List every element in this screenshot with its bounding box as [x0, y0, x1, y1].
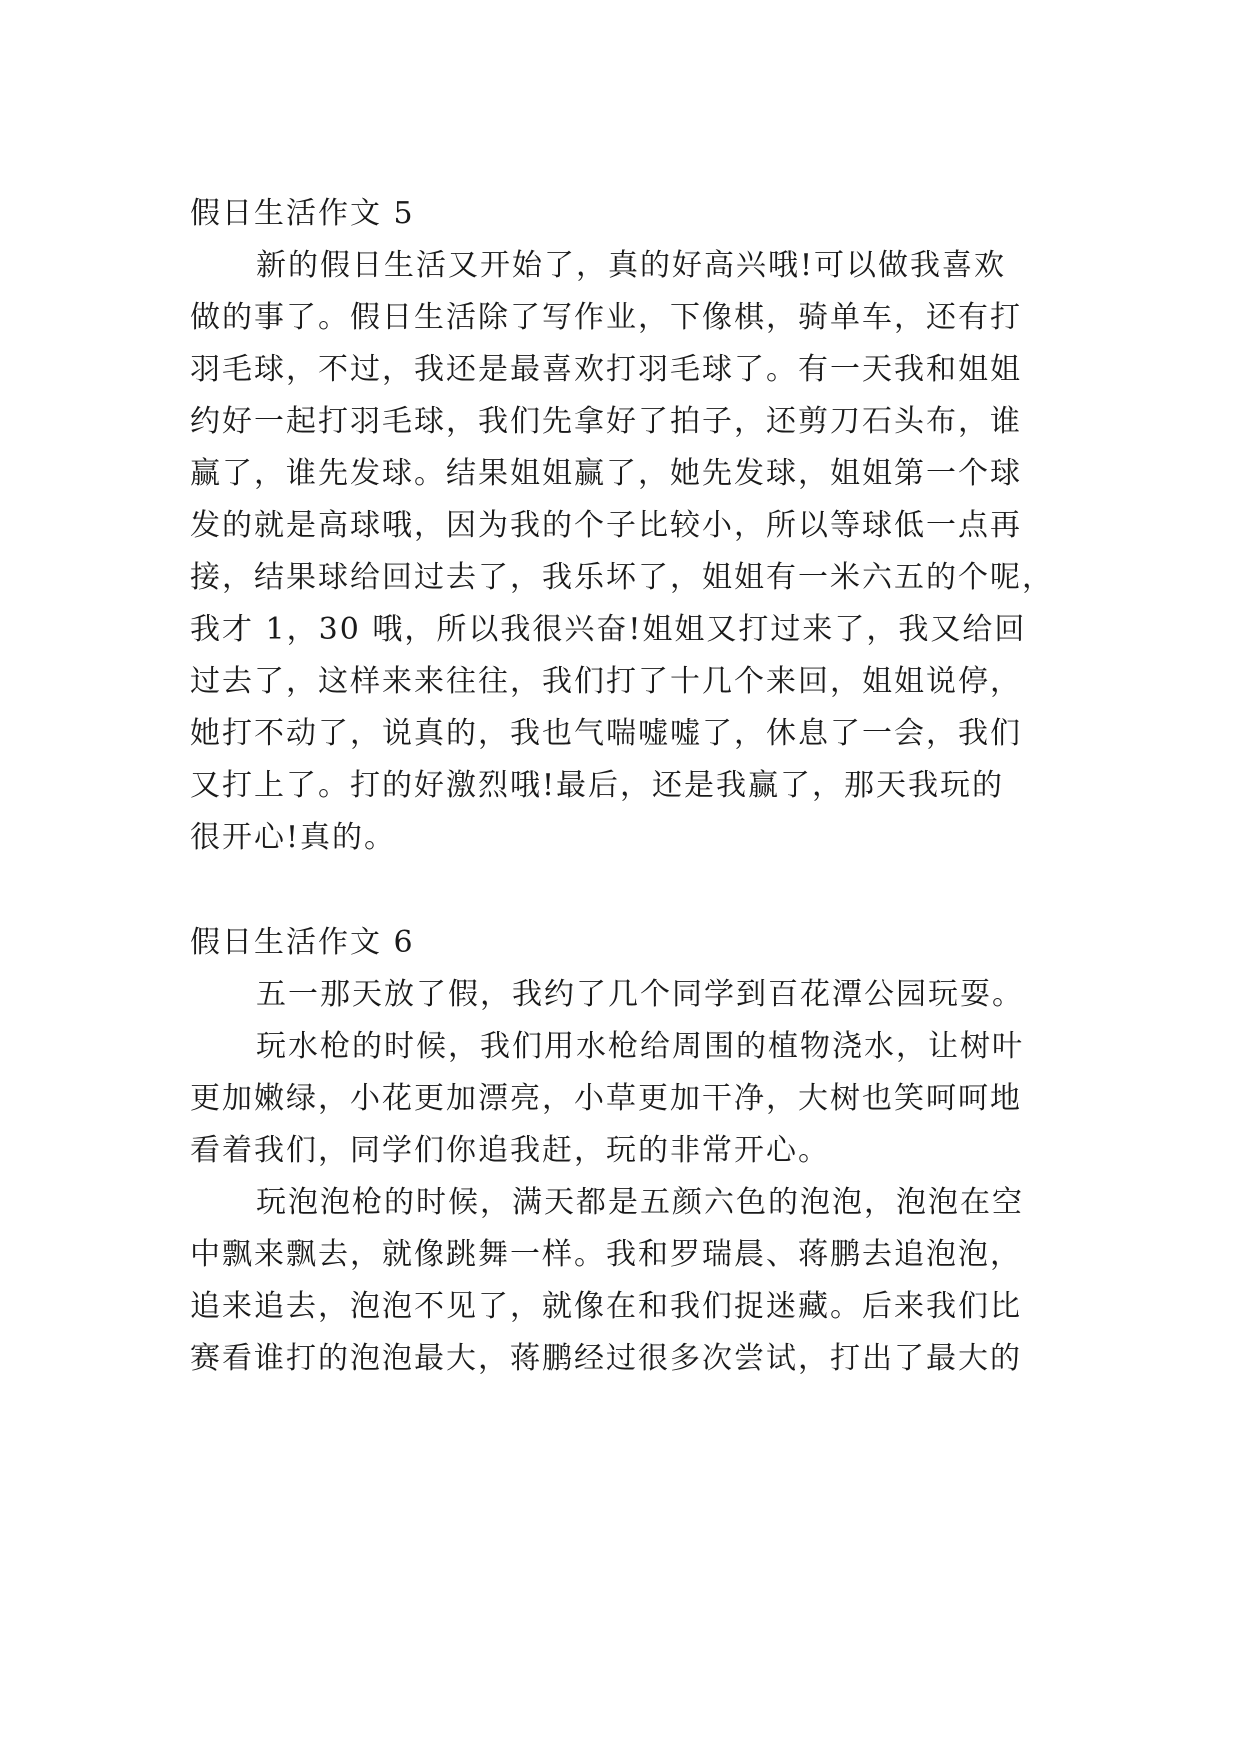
text-line: 约好一起打羽毛球，我们先拿好了拍子，还剪刀石头布，谁	[190, 404, 1022, 439]
document-page	[190, 188, 1062, 1385]
text-line: 新的假日生活又开始了，真的好高兴哦!可以做我喜欢	[256, 248, 1007, 283]
text-line: 看着我们，同学们你追我赶，玩的非常开心。	[190, 1133, 830, 1168]
text-line: 又打上了。打的好激烈哦!最后，还是我赢了，那天我玩的	[190, 768, 1005, 803]
text-line: 很开心!真的。	[190, 820, 397, 855]
text-line: 玩泡泡枪的时候，满天都是五颜六色的泡泡，泡泡在空	[256, 1185, 1024, 1220]
text-line: 赛看谁打的泡泡最大，蒋鹏经过很多次尝试，打出了最大的	[190, 1341, 1022, 1376]
text-line: 五一那天放了假，我约了几个同学到百花潭公园玩耍。	[256, 977, 1024, 1012]
text-line: 玩水枪的时候，我们用水枪给周围的植物浇水，让树叶	[256, 1029, 1024, 1064]
text-line: 我才 1，30 哦，所以我很兴奋!姐姐又打过来了，我又给回	[190, 612, 1027, 647]
text-line: 接，结果球给回过去了，我乐坏了，姐姐有一米六五的个呢，	[190, 560, 1054, 595]
text-line: 做的事了。假日生活除了写作业，下像棋，骑单车，还有打	[190, 300, 1022, 335]
essay-paragraph	[190, 240, 1062, 864]
essay-section-5	[190, 188, 1062, 864]
essay-title: 假日生活作文 5	[190, 196, 415, 231]
essay-paragraph	[190, 1177, 1062, 1385]
text-line: 发的就是高球哦，因为我的个子比较小，所以等球低一点再	[190, 508, 1022, 543]
text-line: 羽毛球，不过，我还是最喜欢打羽毛球了。有一天我和姐姐	[190, 352, 1022, 387]
text-line: 追来追去，泡泡不见了，就像在和我们捉迷藏。后来我们比	[190, 1289, 1022, 1324]
essay-paragraph	[190, 1021, 1062, 1177]
text-line: 中飘来飘去，就像跳舞一样。我和罗瑞晨、蒋鹏去追泡泡，	[190, 1237, 1022, 1272]
text-line: 赢了，谁先发球。结果姐姐赢了，她先发球，姐姐第一个球	[190, 456, 1022, 491]
text-line: 过去了，这样来来往往，我们打了十几个来回，姐姐说停，	[190, 664, 1022, 699]
essay-paragraph	[190, 969, 1062, 1021]
text-line: 更加嫩绿，小花更加漂亮，小草更加干净，大树也笑呵呵地	[190, 1081, 1022, 1116]
text-line: 她打不动了，说真的，我也气喘嘘嘘了，休息了一会，我们	[190, 716, 1022, 751]
essay-section-6	[190, 917, 1062, 1385]
essay-title: 假日生活作文 6	[190, 925, 415, 960]
